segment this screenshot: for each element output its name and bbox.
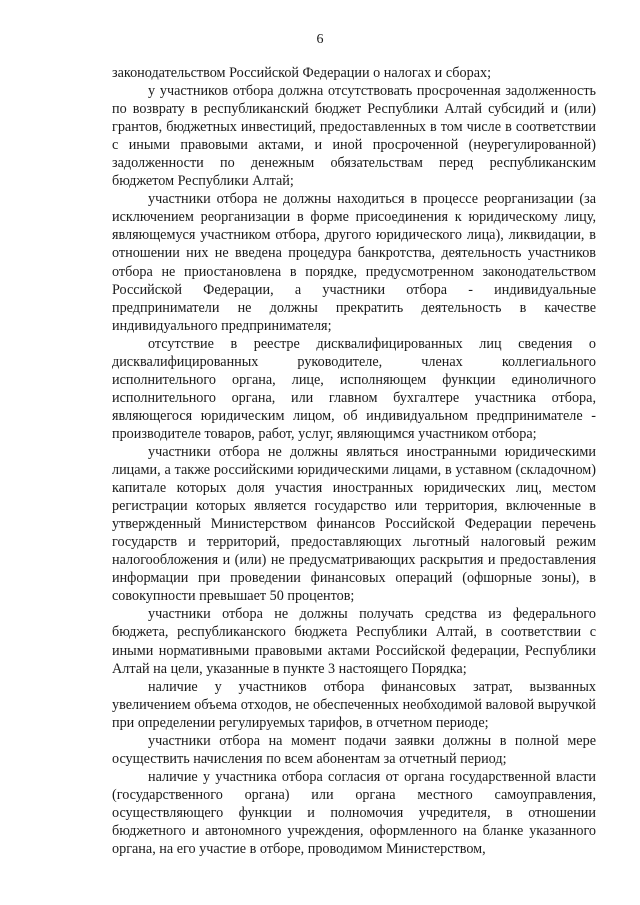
paragraph-5: участники отбора не должны являться иностранными юридическими лицами, а также российскими юридическими лицами, в уставном (складочном) капитале которых доля участия иностранных юридических лиц, местом регистрации которых является государство или территория, включенные в утвержденный Министерством финансов Российской Федерации перечень государств и территорий, предоставляющих льготный налоговый режим налогообложения и (или) не предусматривающих раскрытия и предоставления информации при проведении финансовых операций (офшорные зоны), в совокупности превышает 50 процентов; [112, 443, 596, 605]
document-body [112, 64, 596, 858]
paragraph-2: у участников отбора должна отсутствовать просроченная задолженность по возврату в республиканский бюджет Республики Алтай субсидий и (или) грантов, бюджетных инвестиций, предоставленных в том числе в соответствии с иными правовыми актами, и иной просроченной (неурегулированной) задолженности по денежным обязательствам перед республиканским бюджетом Республики Алтай; [112, 83, 596, 190]
paragraph-9: наличие у участника отбора согласия от органа государственной власти (государственного органа) или органа местного самоуправления, осуществляющего функции и полномочия учредителя, в отношении бюджетного и автономного учреждения, оформленного на бланке указанного органа, на его участие в отборе, проводимом Министерством, [112, 768, 596, 858]
page-number: 6 [316, 32, 324, 47]
paragraph-3: участники отбора не должны находиться в процессе реорганизации (за исключением реорганизации в форме присоединения к юридическому лицу, являющемуся участником отбора, другого юридического лица), ликвидации, в отношении них не введена процедура банкротства, деятельность участников отбора не приостановлена в порядке, предусмотренном законодательством Российской Федерации, а участники отбора - индивидуальные предприниматели не должны прекратить деятельность в качестве индивидуального предпринимателя; [112, 191, 596, 334]
paragraph-6: участники отбора не должны получать средства из федерального бюджета, республиканского бюджета Республики Алтай, в соответствии с иными нормативными правовыми актами Российской федерации, Республики Алтай на цели, указанные в пункте 3 настоящего Порядка; [112, 606, 596, 677]
paragraph-4: отсутствие в реестре дисквалифицированных лиц сведения о дисквалифицированных руководителе, членах коллегиального исполнительного органа, лице, исполняющем функции единоличного исполнительного органа, или главном бухгалтере участника отбора, являющегося юридическим лицом, об индивидуальном предпринимателе - производителе товаров, работ, услуг, являющимся участником отбора; [112, 335, 596, 442]
paragraph-1: законодательством Российской Федерации о налогах и сборах; [112, 65, 492, 81]
paragraph-8: участники отбора на момент подачи заявки должны в полной мере осуществить начисления по всем абонентам за отчетный период; [112, 732, 596, 767]
paragraph-7: наличие у участников отбора финансовых затрат, вызванных увеличением объема отходов, не обеспеченных необходимой валовой выручкой при определении регулируемых тарифов, в отчетном периоде; [112, 678, 596, 731]
